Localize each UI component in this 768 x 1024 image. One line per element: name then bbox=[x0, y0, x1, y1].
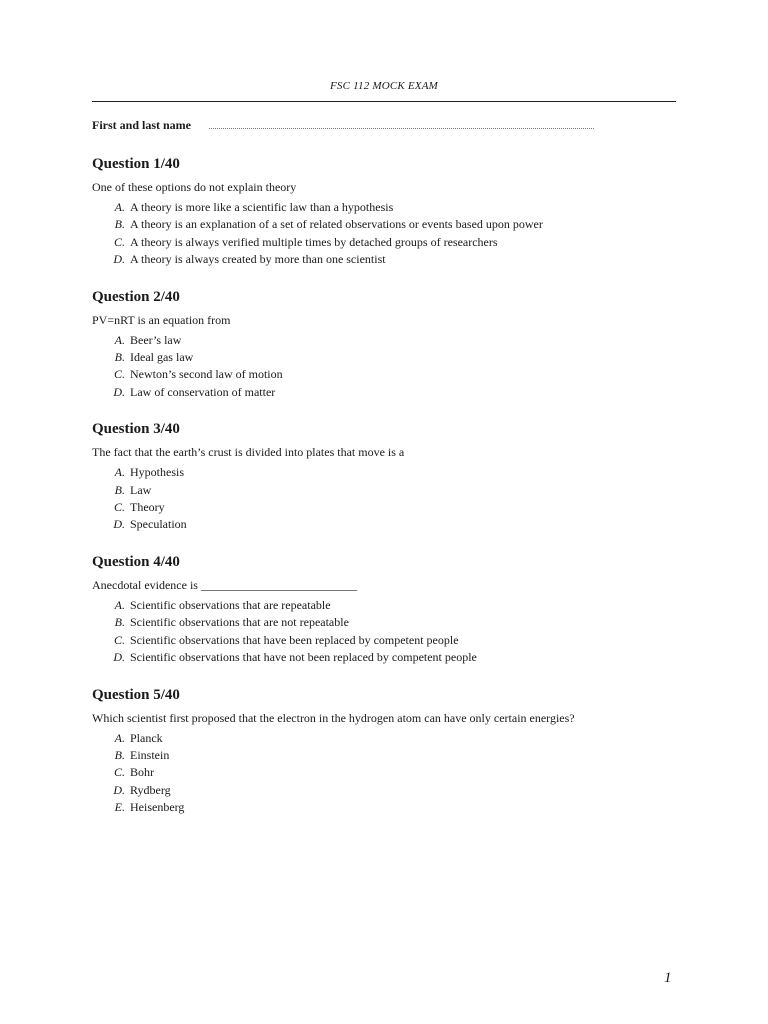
option-text: Newton’s second law of motion bbox=[130, 367, 283, 382]
option-letter: A. bbox=[114, 465, 125, 480]
header-divider bbox=[92, 101, 676, 102]
option-text: A theory is an explanation of a set of related observations or events based upon power bbox=[130, 217, 543, 232]
option-letter: C. bbox=[113, 367, 125, 382]
option-text: Scientific observations that are not repeatable bbox=[130, 615, 349, 630]
question-block bbox=[92, 553, 692, 667]
option-letter: A. bbox=[114, 730, 125, 745]
question-title: Question 2/40 bbox=[92, 288, 180, 305]
answer-options bbox=[92, 464, 692, 534]
answer-option[interactable] bbox=[92, 234, 692, 251]
question-text: Which scientist first proposed that the electron in the hydrogen atom can have only certain energies? bbox=[92, 710, 575, 725]
answer-option[interactable] bbox=[92, 384, 692, 401]
option-text: Planck bbox=[130, 730, 163, 745]
answer-option[interactable] bbox=[92, 614, 692, 631]
answer-option[interactable] bbox=[92, 349, 692, 366]
answer-option[interactable] bbox=[92, 799, 692, 816]
option-letter: A. bbox=[114, 200, 125, 214]
question-title: Question 3/40 bbox=[92, 421, 180, 438]
answer-options bbox=[92, 597, 692, 667]
option-letter: D. bbox=[113, 384, 125, 399]
option-text: Beer’s law bbox=[130, 332, 182, 347]
option-text: Theory bbox=[130, 500, 165, 515]
option-letter: D. bbox=[113, 650, 125, 665]
option-letter: A. bbox=[114, 332, 125, 347]
page-number: 1 bbox=[664, 970, 672, 986]
question-title: Question 4/40 bbox=[92, 553, 180, 570]
answer-option[interactable] bbox=[92, 632, 692, 649]
answer-option[interactable] bbox=[92, 649, 692, 666]
option-letter: B. bbox=[114, 482, 125, 497]
option-letter: C. bbox=[113, 234, 125, 249]
name-row bbox=[92, 114, 602, 133]
question-text: The fact that the earth’s crust is divided into plates that move is a bbox=[92, 445, 405, 460]
option-letter: A. bbox=[114, 597, 125, 612]
option-text: A theory is more like a scientific law than a hypothesis bbox=[130, 200, 394, 214]
answer-option[interactable] bbox=[92, 516, 692, 533]
option-letter: D. bbox=[113, 517, 125, 532]
option-letter: D. bbox=[113, 782, 125, 797]
option-letter: B. bbox=[114, 615, 125, 630]
answer-option[interactable] bbox=[92, 782, 692, 799]
question-text: PV=nRT is an equation from bbox=[92, 312, 231, 327]
answer-option[interactable] bbox=[92, 499, 692, 516]
name-input-line[interactable] bbox=[209, 114, 594, 129]
option-text: Law bbox=[130, 482, 152, 497]
question-block bbox=[92, 686, 692, 817]
option-letter: C. bbox=[113, 500, 125, 515]
option-text: A theory is always verified multiple times by detached groups of researchers bbox=[130, 234, 498, 249]
answer-option[interactable] bbox=[92, 464, 692, 481]
option-text: Einstein bbox=[130, 747, 170, 762]
option-text: Heisenberg bbox=[130, 800, 185, 815]
option-text: A theory is always created by more than one scientist bbox=[130, 252, 386, 267]
answer-option[interactable] bbox=[92, 482, 692, 499]
question-title: Question 5/40 bbox=[92, 686, 180, 703]
option-letter: E. bbox=[114, 800, 125, 815]
option-text: Rydberg bbox=[130, 782, 171, 797]
option-letter: B. bbox=[114, 217, 125, 232]
question-title: Question 1/40 bbox=[92, 156, 180, 172]
answer-options bbox=[92, 332, 692, 402]
answer-option[interactable] bbox=[92, 730, 692, 747]
question-block bbox=[92, 155, 692, 269]
option-letter: D. bbox=[113, 252, 125, 267]
questions-list bbox=[92, 155, 692, 836]
answer-option[interactable] bbox=[92, 764, 692, 781]
answer-option[interactable] bbox=[92, 216, 692, 233]
option-text: Ideal gas law bbox=[130, 350, 194, 365]
question-text: One of these options do not explain theory bbox=[92, 180, 297, 194]
answer-option[interactable] bbox=[92, 747, 692, 764]
answer-option[interactable] bbox=[92, 251, 692, 268]
answer-option[interactable] bbox=[92, 332, 692, 349]
answer-options bbox=[92, 730, 692, 817]
option-text: Scientific observations that have not been replaced by competent people bbox=[130, 650, 477, 665]
option-text: Bohr bbox=[130, 765, 154, 780]
exam-header-title: FSC 112 MOCK EXAM bbox=[330, 80, 438, 92]
option-letter: C. bbox=[113, 632, 125, 647]
question-block bbox=[92, 420, 692, 534]
option-text: Scientific observations that have been replaced by competent people bbox=[130, 632, 459, 647]
answer-option[interactable] bbox=[92, 199, 692, 216]
answer-option[interactable] bbox=[92, 597, 692, 614]
name-field-label: First and last name bbox=[92, 118, 191, 132]
answer-option[interactable] bbox=[92, 366, 692, 383]
answer-options bbox=[92, 199, 692, 269]
option-letter: B. bbox=[114, 350, 125, 365]
option-text: Hypothesis bbox=[130, 465, 184, 480]
option-text: Law of conservation of matter bbox=[130, 384, 276, 399]
option-text: Speculation bbox=[130, 517, 187, 532]
question-block bbox=[92, 288, 692, 402]
question-text: Anecdotal evidence is __________________________ bbox=[92, 577, 357, 592]
option-text: Scientific observations that are repeatable bbox=[130, 597, 331, 612]
option-letter: C. bbox=[113, 765, 125, 780]
option-letter: B. bbox=[114, 747, 125, 762]
